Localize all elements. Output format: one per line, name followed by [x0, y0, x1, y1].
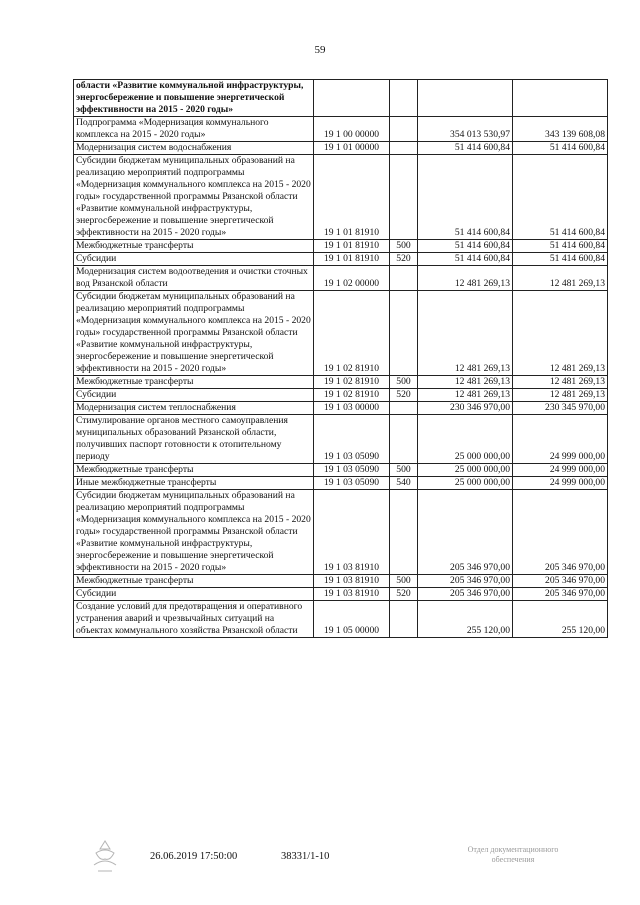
row-name: Стимулирование органов местного самоуправления муниципальных образований Рязанской области, получивших паспорт готовности к отопительному периоду	[74, 415, 314, 464]
row-expense-type: 500	[390, 240, 418, 253]
row-target-code	[314, 80, 390, 117]
row-amount-executed: 51 414 600,84	[513, 240, 608, 253]
row-amount-planned: 12 481 269,13	[418, 376, 513, 389]
row-target-code: 19 1 01 81910	[314, 253, 390, 266]
row-target-code: 19 1 03 05090	[314, 464, 390, 477]
row-name: Модернизация систем теплоснабжения	[74, 402, 314, 415]
row-name: Иные межбюджетные трансферты	[74, 477, 314, 490]
row-target-code: 19 1 02 00000	[314, 266, 390, 291]
row-name: Модернизация систем водоснабжения	[74, 142, 314, 155]
row-target-code: 19 1 01 81910	[314, 155, 390, 240]
table-row	[74, 464, 608, 477]
row-name: Межбюджетные трансферты	[74, 575, 314, 588]
row-target-code: 19 1 02 81910	[314, 376, 390, 389]
row-name: Субсидии бюджетам муниципальных образований на реализацию мероприятий подпрограммы «Модернизация коммунального комплекса на 2015 - 2020 годы» государственной программы Рязанской области «Развитие коммунальной инфраструктуры, энергосбережение и повышение энергетической эффективности на 2015 - 2020 годы»	[74, 490, 314, 575]
row-amount-executed: 343 139 608,08	[513, 117, 608, 142]
row-name: Субсидии	[74, 253, 314, 266]
row-target-code: 19 1 05 00000	[314, 601, 390, 638]
table-row	[74, 155, 608, 240]
table-row	[74, 266, 608, 291]
row-amount-executed: 24 999 000,00	[513, 477, 608, 490]
row-amount-planned: 12 481 269,13	[418, 291, 513, 376]
table-row	[74, 588, 608, 601]
row-amount-planned: 51 414 600,84	[418, 253, 513, 266]
footer-doc-number: 38331/1-10	[281, 851, 330, 862]
page-footer	[0, 845, 640, 881]
row-expense-type: 520	[390, 389, 418, 402]
row-expense-type: 500	[390, 376, 418, 389]
table-row	[74, 376, 608, 389]
row-amount-planned: 255 120,00	[418, 601, 513, 638]
row-amount-executed: 51 414 600,84	[513, 253, 608, 266]
row-name: области «Развитие коммунальной инфраструктуры, энергосбережение и повышение энергетической эффективности на 2015 - 2020 годы»	[74, 80, 314, 117]
row-amount-executed: 24 999 000,00	[513, 464, 608, 477]
row-target-code: 19 1 03 05090	[314, 415, 390, 464]
row-expense-type	[390, 155, 418, 240]
table-row	[74, 240, 608, 253]
footer-date: 26.06.2019 17:50:00	[150, 851, 238, 862]
table-row	[74, 601, 608, 638]
row-name: Подпрограмма «Модернизация коммунального комплекса на 2015 - 2020 годы»	[74, 117, 314, 142]
table-row	[74, 490, 608, 575]
row-target-code: 19 1 03 81910	[314, 490, 390, 575]
table-row	[74, 402, 608, 415]
row-expense-type: 500	[390, 464, 418, 477]
row-name: Создание условий для предотвращения и оперативного устранения аварий и чрезвычайных ситуаций на объектах коммунального хозяйства Рязанской области	[74, 601, 314, 638]
row-amount-planned: 205 346 970,00	[418, 490, 513, 575]
row-expense-type	[390, 142, 418, 155]
row-amount-planned: 51 414 600,84	[418, 155, 513, 240]
row-expense-type	[390, 490, 418, 575]
row-amount-executed: 205 346 970,00	[513, 490, 608, 575]
row-amount-planned: 230 346 970,00	[418, 402, 513, 415]
table-row	[74, 80, 608, 117]
row-expense-type: 540	[390, 477, 418, 490]
row-amount-planned: 12 481 269,13	[418, 389, 513, 402]
department-stamp: Отдел документационного обеспечения	[467, 845, 559, 864]
row-amount-planned: 51 414 600,84	[418, 240, 513, 253]
row-amount-executed: 24 999 000,00	[513, 415, 608, 464]
row-amount-planned: 51 414 600,84	[418, 142, 513, 155]
row-expense-type: 520	[390, 588, 418, 601]
table-row	[74, 117, 608, 142]
table-row	[74, 291, 608, 376]
row-name: Межбюджетные трансферты	[74, 376, 314, 389]
row-amount-executed: 51 414 600,84	[513, 142, 608, 155]
row-target-code: 19 1 03 00000	[314, 402, 390, 415]
row-amount-executed: 255 120,00	[513, 601, 608, 638]
table-row	[74, 477, 608, 490]
row-amount-executed: 12 481 269,13	[513, 291, 608, 376]
row-expense-type	[390, 117, 418, 142]
row-target-code: 19 1 01 81910	[314, 240, 390, 253]
row-expense-type: 500	[390, 575, 418, 588]
row-amount-planned: 25 000 000,00	[418, 477, 513, 490]
row-name: Субсидии бюджетам муниципальных образований на реализацию мероприятий подпрограммы «Модернизация коммунального комплекса на 2015 - 2020 годы» государственной программы Рязанской области «Развитие коммунальной инфраструктуры, энергосбережение и повышение энергетической эффективности на 2015 - 2020 годы»	[74, 291, 314, 376]
row-name: Межбюджетные трансферты	[74, 240, 314, 253]
row-name: Модернизация систем водоотведения и очистки сточных вод Рязанской области	[74, 266, 314, 291]
table-row	[74, 415, 608, 464]
row-amount-executed: 12 481 269,13	[513, 389, 608, 402]
row-target-code: 19 1 02 81910	[314, 291, 390, 376]
row-amount-planned: 205 346 970,00	[418, 575, 513, 588]
row-expense-type: 520	[390, 253, 418, 266]
row-expense-type	[390, 80, 418, 117]
row-expense-type	[390, 266, 418, 291]
table-row	[74, 389, 608, 402]
row-amount-executed: 51 414 600,84	[513, 155, 608, 240]
row-amount-executed: 230 345 970,00	[513, 402, 608, 415]
row-amount-planned	[418, 80, 513, 117]
row-amount-executed: 12 481 269,13	[513, 266, 608, 291]
row-amount-planned: 25 000 000,00	[418, 415, 513, 464]
row-amount-executed: 205 346 970,00	[513, 575, 608, 588]
row-amount-planned: 12 481 269,13	[418, 266, 513, 291]
row-name: Субсидии	[74, 588, 314, 601]
row-expense-type	[390, 415, 418, 464]
row-name: Субсидии бюджетам муниципальных образований на реализацию мероприятий подпрограммы «Модернизация коммунального комплекса на 2015 - 2020 годы» государственной программы Рязанской области «Развитие коммунальной инфраструктуры, энергосбережение и повышение энергетической эффективности на 2015 - 2020 годы»	[74, 155, 314, 240]
row-amount-planned: 25 000 000,00	[418, 464, 513, 477]
row-amount-executed: 205 346 970,00	[513, 588, 608, 601]
budget-table	[73, 79, 608, 638]
row-name: Субсидии	[74, 389, 314, 402]
row-name: Межбюджетные трансферты	[74, 464, 314, 477]
row-amount-executed: 12 481 269,13	[513, 376, 608, 389]
row-amount-planned: 205 346 970,00	[418, 588, 513, 601]
row-target-code: 19 1 01 00000	[314, 142, 390, 155]
table-row	[74, 142, 608, 155]
row-target-code: 19 1 03 81910	[314, 588, 390, 601]
row-amount-planned: 354 013 530,97	[418, 117, 513, 142]
row-expense-type	[390, 601, 418, 638]
page-number: 59	[314, 44, 326, 56]
row-target-code: 19 1 03 81910	[314, 575, 390, 588]
row-target-code: 19 1 00 00000	[314, 117, 390, 142]
row-target-code: 19 1 03 05090	[314, 477, 390, 490]
row-amount-executed	[513, 80, 608, 117]
table-row	[74, 253, 608, 266]
row-expense-type	[390, 402, 418, 415]
table-row	[74, 575, 608, 588]
row-expense-type	[390, 291, 418, 376]
row-target-code: 19 1 02 81910	[314, 389, 390, 402]
